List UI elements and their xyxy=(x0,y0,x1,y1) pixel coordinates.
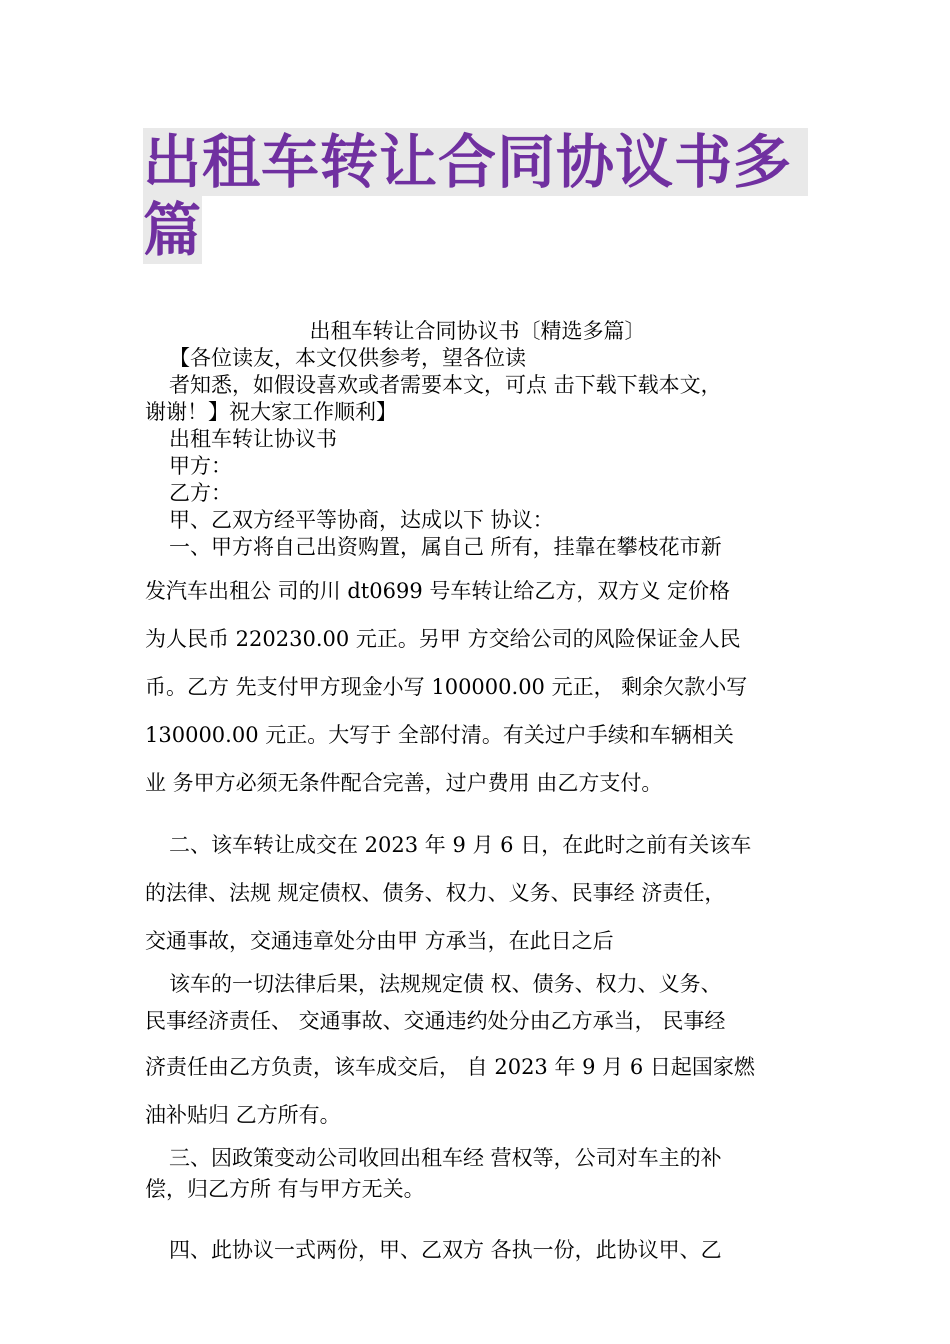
doc-heading: 出租车转让协议书 xyxy=(169,427,337,451)
clause-3-line-1: 三、因政策变动公司收回出租车经 营权等，公司对车主的补 xyxy=(169,1146,722,1170)
notice-line-3: 谢谢！】祝大家工作顺利】 xyxy=(145,400,397,424)
clause-2-line-3: 交通事故，交通违章处分由甲 方承当，在此日之后 xyxy=(145,929,614,953)
clause-2b-line-4: 油补贴归 乙方所有。 xyxy=(145,1103,341,1127)
document-body xyxy=(145,318,810,1264)
clause-1-line-1: 一、甲方将自己出资购置，属自己 所有，挂靠在攀枝花市新 xyxy=(169,535,722,559)
clause-2-line-1: 二、该车转让成交在 2023 年 9 月 6 日，在此时之前有关该车 xyxy=(169,833,752,857)
subtitle: 出租车转让合同协议书〔精选多篇〕 xyxy=(309,319,646,343)
clause-1-line-4: 币。乙方 先支付甲方现金小写 100000.00 元正， 剩余欠款小写 xyxy=(145,675,748,699)
notice-line-1: 【各位读友，本文仅供参考，望各位读 xyxy=(169,346,526,370)
party-b: 乙方： xyxy=(169,481,232,505)
clause-2b-line-1: 该车的一切法律后果，法规规定债 权、债务、权力、义务、 xyxy=(169,972,722,996)
title-line-1: 出租车转让合同协议书多 xyxy=(143,128,808,196)
clause-4-line-1: 四、此协议一式两份，甲、乙双方 各执一份，此协议甲、乙 xyxy=(169,1238,722,1262)
clause-2b-line-2: 民事经济责任、 交通事故、交通违约处分由乙方承当， 民事经 xyxy=(145,1009,726,1033)
title-line-2: 篇 xyxy=(143,196,203,264)
intro-paragraph: 甲、乙双方经平等协商，达成以下 协议： xyxy=(169,508,554,532)
clause-1-line-3: 为人民币 220230.00 元正。另甲 方交给公司的风险保证金人民 xyxy=(145,627,741,651)
clause-3-line-2: 偿，归乙方所 有与甲方无关。 xyxy=(145,1177,425,1201)
notice-line-2: 者知悉，如假设喜欢或者需要本文，可点 击下载下载本文， xyxy=(169,373,722,397)
clause-1-line-2: 发汽车出租公 司的川 dt0699 号车转让给乙方，双方义 定价格 xyxy=(145,579,731,603)
clause-1-line-5: 130000.00 元正。大写于 全部付清。有关过户手续和车辆相关 xyxy=(145,723,734,747)
clause-2b-line-3: 济责任由乙方负责，该车成交后， 自 2023 年 9 月 6 日起国家燃 xyxy=(145,1055,755,1079)
clause-2-line-2: 的法律、法规 规定债权、债务、权力、义务、民事经 济责任， xyxy=(145,881,726,905)
party-a: 甲方： xyxy=(169,454,232,478)
clause-1-line-6: 业 务甲方必须无条件配合完善，过户费用 由乙方支付。 xyxy=(145,771,663,795)
document-title xyxy=(143,128,808,264)
